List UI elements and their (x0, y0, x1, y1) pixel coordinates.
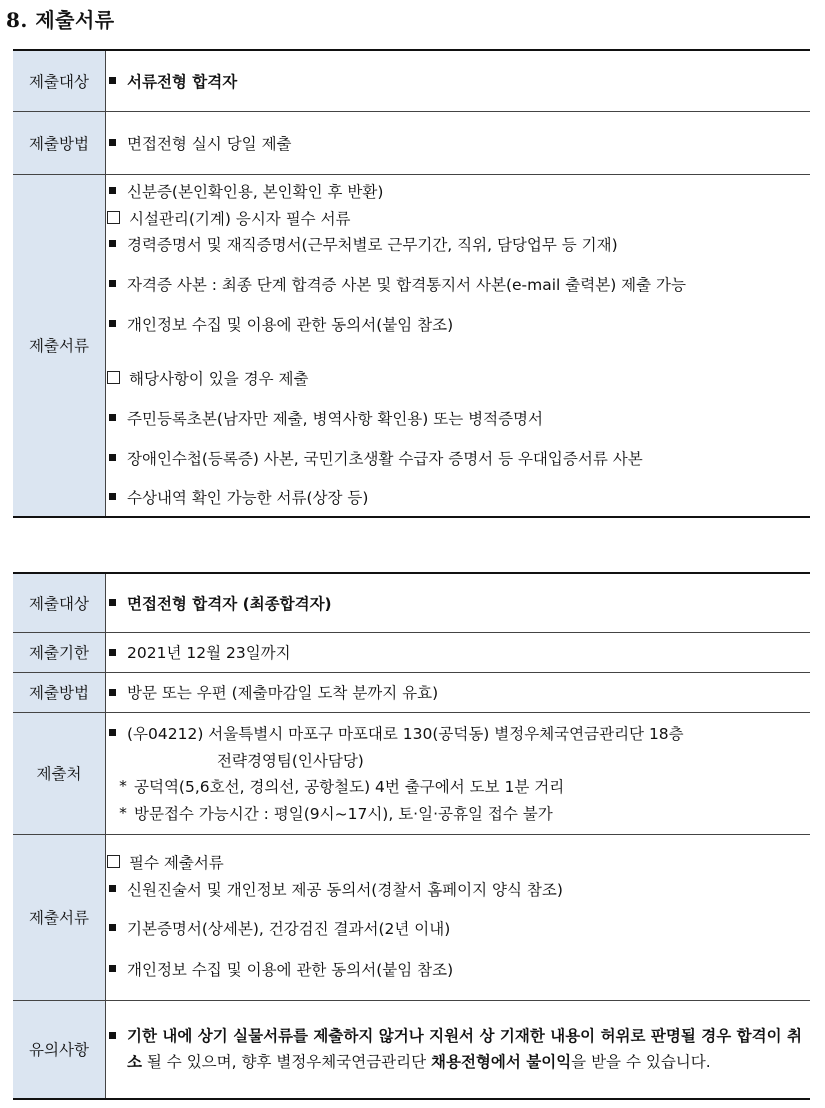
doc-item: 경력증명서 및 재직증명서(근무처별로 근무기간, 직위, 담당업무 등 기재) (127, 235, 618, 254)
doc-item: 수상내역 확인 가능한 서류(상장 등) (127, 488, 369, 507)
place-address: (우04212) 서울특별시 마포구 마포대로 130(공덕동) 별정우체국연금관리단 18층 (127, 724, 684, 743)
place-department: 전략경영팀(인사담당) (217, 751, 364, 770)
checkbox-square-icon (107, 371, 120, 384)
notice-bold-1: 기한 내에 상기 실물서류를 제출하지 않거나 지원서 상 기재한 내용이 허위로 판명될 경우 합격이 취소 (127, 1027, 802, 1072)
cell-place (106, 712, 811, 834)
cell-method (106, 111, 811, 174)
row-method (13, 111, 810, 174)
cell-target (106, 50, 811, 111)
label-target: 제출대상 (13, 50, 106, 111)
bullet-icon (109, 414, 116, 421)
doc-item: 자격증 사본 : 최종 단계 합격증 사본 및 합격통지서 사본(e-mail 출력본) 제출 가능 (127, 275, 686, 294)
notice-text (127, 1023, 810, 1075)
row-documents (13, 174, 810, 517)
notice-normal-2: 을 받을 수 있습니다. (571, 1053, 711, 1072)
bullet-icon (109, 599, 116, 606)
cell-deadline (106, 632, 811, 672)
doc-item: 시설관리(기계) 응시자 필수 서류 (129, 209, 351, 228)
cell-target (106, 573, 811, 632)
bullet-icon (109, 729, 116, 736)
bullet-icon (109, 320, 116, 327)
doc-item: 주민등록초본(남자만 제출, 병역사항 확인용) 또는 병적증명서 (127, 409, 543, 428)
cell-documents (106, 834, 811, 1000)
target-value: 서류전형 합격자 (127, 72, 238, 91)
cell-documents (106, 174, 811, 517)
bullet-icon (109, 280, 116, 287)
doc-item: 해당사항이 있을 경우 제출 (129, 369, 309, 388)
bullet-icon (109, 1032, 116, 1039)
label-documents: 제출서류 (13, 834, 106, 1000)
label-deadline: 제출기한 (13, 632, 106, 672)
label-method: 제출방법 (13, 672, 106, 712)
label-documents: 제출서류 (13, 174, 106, 517)
checkbox-square-icon (107, 855, 120, 868)
place-note: 방문접수 가능시간 : 평일(9시~17시), 토·일·공휴일 접수 불가 (134, 804, 553, 823)
bullet-icon (109, 493, 116, 500)
cell-notice (106, 1000, 811, 1099)
row-deadline (13, 632, 810, 672)
bullet-icon (109, 649, 116, 656)
bullet-icon (109, 689, 116, 696)
asterisk-icon: * (119, 776, 127, 795)
submission-table-document-stage (13, 49, 810, 518)
method-value: 면접전형 실시 당일 제출 (127, 134, 292, 153)
doc-item: 개인정보 수집 및 이용에 관한 동의서(붙임 참조) (127, 315, 454, 334)
label-place: 제출처 (13, 712, 106, 834)
deadline-value: 2021년 12월 23일까지 (127, 644, 291, 662)
row-notice (13, 1000, 810, 1099)
bullet-icon (109, 139, 116, 146)
notice-normal-1: 될 수 있으며, 향후 별정우체국연금관리단 (141, 1053, 432, 1072)
bullet-icon (109, 965, 116, 972)
target-value: 면접전형 합격자 (최종합격자) (127, 594, 332, 613)
bullet-icon (109, 187, 116, 194)
bullet-icon (109, 924, 116, 931)
label-notice: 유의사항 (13, 1000, 106, 1099)
doc-item: 신원진술서 및 개인정보 제공 동의서(경찰서 홈페이지 양식 참조) (127, 880, 563, 899)
bullet-icon (109, 454, 116, 461)
label-method: 제출방법 (13, 111, 106, 174)
label-target: 제출대상 (13, 573, 106, 632)
doc-item: 개인정보 수집 및 이용에 관한 동의서(붙임 참조) (127, 960, 454, 979)
submission-table-interview-stage (13, 572, 810, 1100)
place-note: 공덕역(5,6호선, 경의선, 공항철도) 4번 출구에서 도보 1분 거리 (134, 777, 565, 796)
row-place (13, 712, 810, 834)
row-method (13, 672, 810, 712)
bullet-icon (109, 77, 116, 84)
doc-item: 장애인수첩(등록증) 사본, 국민기초생활 수급자 증명서 등 우대입증서류 사본 (127, 449, 643, 468)
checkbox-square-icon (107, 211, 120, 224)
notice-bold-2: 채용전형에서 불이익 (431, 1053, 572, 1072)
doc-item: 신분증(본인확인용, 본인확인 후 반환) (127, 182, 384, 201)
doc-item: 기본증명서(상세본), 건강검진 결과서(2년 이내) (127, 919, 451, 938)
row-documents (13, 834, 810, 1000)
asterisk-icon: * (119, 803, 127, 822)
bullet-icon (109, 885, 116, 892)
row-target (13, 573, 810, 632)
method-value: 방문 또는 우편 (제출마감일 도착 분까지 유효) (127, 684, 439, 702)
cell-method (106, 672, 811, 712)
row-target (13, 50, 810, 111)
bullet-icon (109, 240, 116, 247)
doc-item: 필수 제출서류 (129, 853, 224, 872)
section-heading: 8. 제출서류 (6, 8, 115, 32)
